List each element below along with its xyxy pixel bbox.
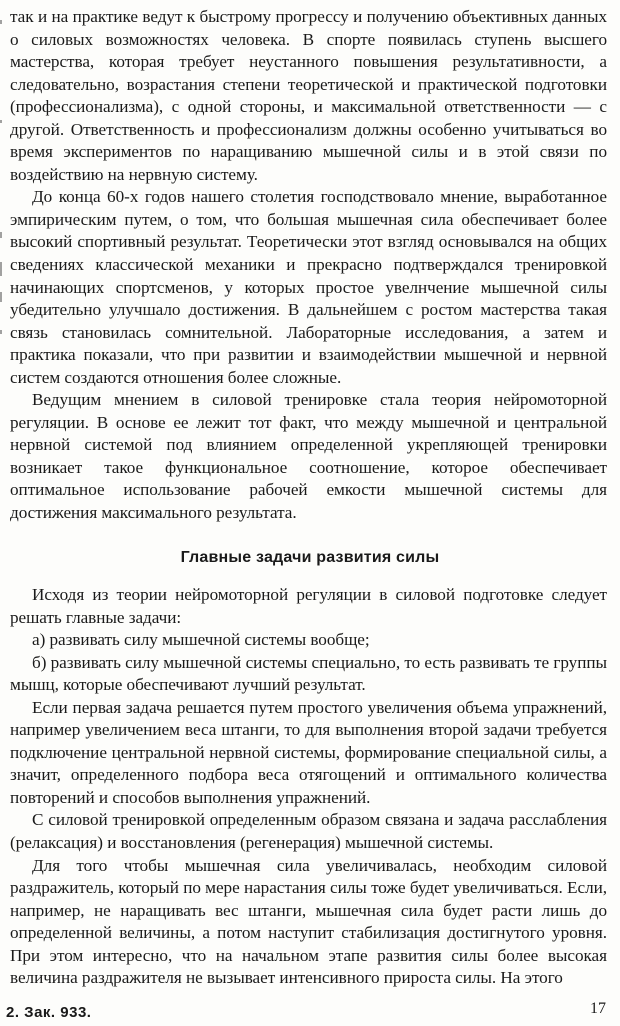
body-text-top (10, 6, 607, 525)
printer-signature: 2. Зак. 933. (6, 1004, 92, 1021)
scan-margin-artifacts (0, 0, 8, 1026)
scan-speck (0, 232, 2, 238)
paragraph: Ведущим мнением в силовой тренировке стала теория нейромоторной регуляции. В основе ее лежит тот факт, что между мышечной и центральной нервной системой под влиянием определенной укрепляющей тренировки возникает такое функциональное соотношение, которое обеспечивает оптимальное использование рабочей емкости мышечной системы для достижения максимального результата. (10, 390, 607, 523)
paragraph: С силовой тренировкой определенным образом связана и задача расслабления (релаксация) и восстановления (регенерация) мышечной системы. (10, 810, 607, 853)
list-item: а) развивать силу мышечной системы вообще; (32, 630, 370, 650)
paragraph: Если первая задача решается путем простого увеличения объема упражнений, например увеличением веса штанги, то для выполнения второй задачи требуется подключение центральной нервной системы, формирование специальной силы, а значит, определенного подбора веса отягощений и оптимального количества повторений и способов выполнения упражнений. (10, 697, 607, 807)
paragraph: так и на практике ведут к быстрому прогрессу и получению объективных данных о силовых возможностях человека. В спорте появилась ступень высшего мастерства, которая требует неустанного повышения результативности, а следовательно, возрастания степени теоретической и практической подготовки (профессионализма), с одной стороны, и максимальной ответственности — с другой. Ответственность и профессионализм должны особенно учитываться во время экспериментов по наращиванию мышечной силы и в этой связи по воздействию на нервную систему. (10, 7, 607, 184)
page-number: 17 (590, 1000, 606, 1017)
body-text-bottom (10, 584, 607, 990)
paragraph: Для того чтобы мышечная сила увеличивалась, необходим силовой раздражитель, который по мере нарастания силы тоже будет увеличиваться. Если, например, не наращивать вес штанги, мышечная сила будет расти лишь до определенной величины, а потом наступит стабилизация достигнутого уровня. При этом интересно, что на начальном этапе развития силы более высокая величина раздражителя не вызывает интенсивного прироста силы. На этого (10, 855, 607, 988)
paragraph: Исходя из теории нейромоторной регуляции в силовой подготовке следует решать главные задачи: (10, 585, 607, 627)
list-item: б) развивать силу мышечной системы специально, то есть развивать те группы мышц, которые обеспечивают лучший результат. (10, 652, 607, 695)
scan-speck (0, 20, 2, 24)
scan-speck (0, 330, 2, 334)
paragraph: До конца 60-х годов нашего столетия господствовало мнение, выработанное эмпирическим путем, о том, что большая мышечная сила обеспечивает более высокий спортивный результат. Теоретически этот взгляд основывался на общих сведениях классической механики и прекрасно подтверждался тренировкой начинающих спортсменов, у которых простое увелнчение мышечной силы убедительно улучшало достижения. В дальнейшем с ростом мастерства такая связь становилась сомнительной. Лабораторные исследования, а затем и практика показали, что при развитии и взаимодействии мышечной и нервной систем создаются отношения более сложные. (10, 187, 607, 387)
scan-speck (0, 262, 2, 276)
section-heading: Главные задачи развития силы (180, 549, 440, 566)
scan-speck (0, 292, 2, 302)
scan-speck (0, 120, 2, 123)
